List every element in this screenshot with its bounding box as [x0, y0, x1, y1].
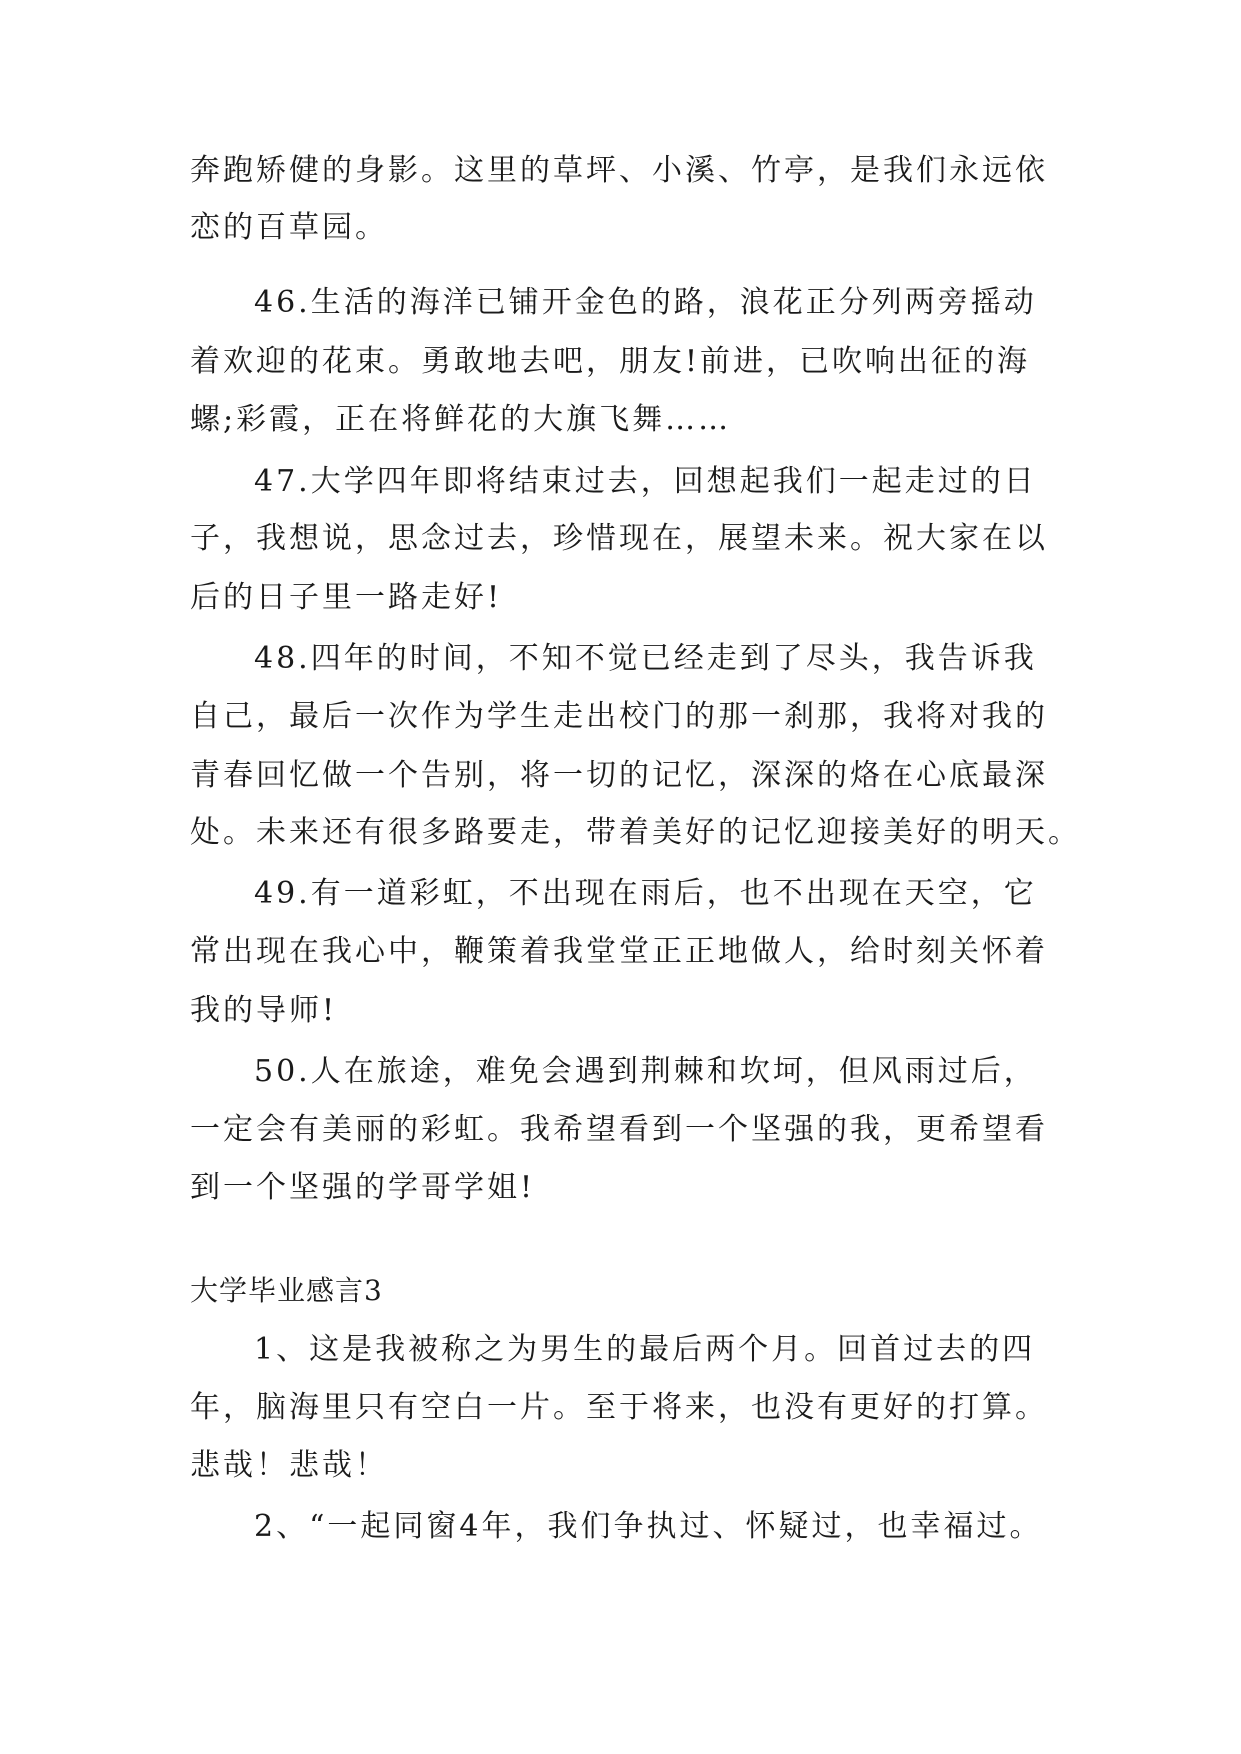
section-heading: 大学毕业感言3	[190, 1274, 383, 1307]
text-line: 螺;彩霞，正在将鲜花的大旗飞舞……	[190, 402, 732, 437]
text-line: 到一个坚强的学哥学姐!	[190, 1170, 536, 1205]
text-line: 着欢迎的花束。勇敢地去吧，朋友!前进，已吹响出征的海	[190, 344, 1031, 379]
text-line: 47.大学四年即将结束过去，回想起我们一起走过的日	[254, 464, 1037, 499]
text-line: 奔跑矫健的身影。这里的草坪、小溪、竹亭，是我们永远依	[190, 153, 1048, 188]
text-line: 处。未来还有很多路要走，带着美好的记忆迎接美好的明天。	[190, 815, 1081, 850]
text-line: 1、这是我被称之为男生的最后两个月。回首过去的四	[254, 1332, 1036, 1367]
text-line: 一定会有美丽的彩虹。我希望看到一个坚强的我，更希望看	[190, 1112, 1048, 1147]
text-line: 自己，最后一次作为学生走出校门的那一刹那，我将对我的	[190, 699, 1048, 734]
text-line: 年，脑海里只有空白一片。至于将来，也没有更好的打算。	[190, 1390, 1048, 1425]
text-line: 50.人在旅途，难免会遇到荆棘和坎坷，但风雨过后，	[254, 1054, 1037, 1089]
text-line: 悲哉！悲哉！	[190, 1448, 388, 1483]
text-line: 青春回忆做一个告别，将一切的记忆，深深的烙在心底最深	[190, 758, 1048, 793]
text-line: 恋的百草园。	[190, 210, 388, 245]
text-line: 46.生活的海洋已铺开金色的路，浪花正分列两旁摇动	[254, 285, 1037, 320]
text-line: 48.四年的时间，不知不觉已经走到了尽头，我告诉我	[254, 641, 1037, 676]
text-line: 2、“一起同窗4年，我们争执过、怀疑过，也幸福过。	[254, 1509, 1043, 1544]
text-line: 49.有一道彩虹，不出现在雨后，也不出现在天空，它	[254, 876, 1037, 911]
text-line: 子，我想说，思念过去，珍惜现在，展望未来。祝大家在以	[190, 521, 1048, 556]
text-line: 我的导师!	[190, 993, 338, 1028]
text-line: 常出现在我心中，鞭策着我堂堂正正地做人，给时刻关怀着	[190, 934, 1048, 969]
text-line: 后的日子里一路走好!	[190, 580, 503, 615]
